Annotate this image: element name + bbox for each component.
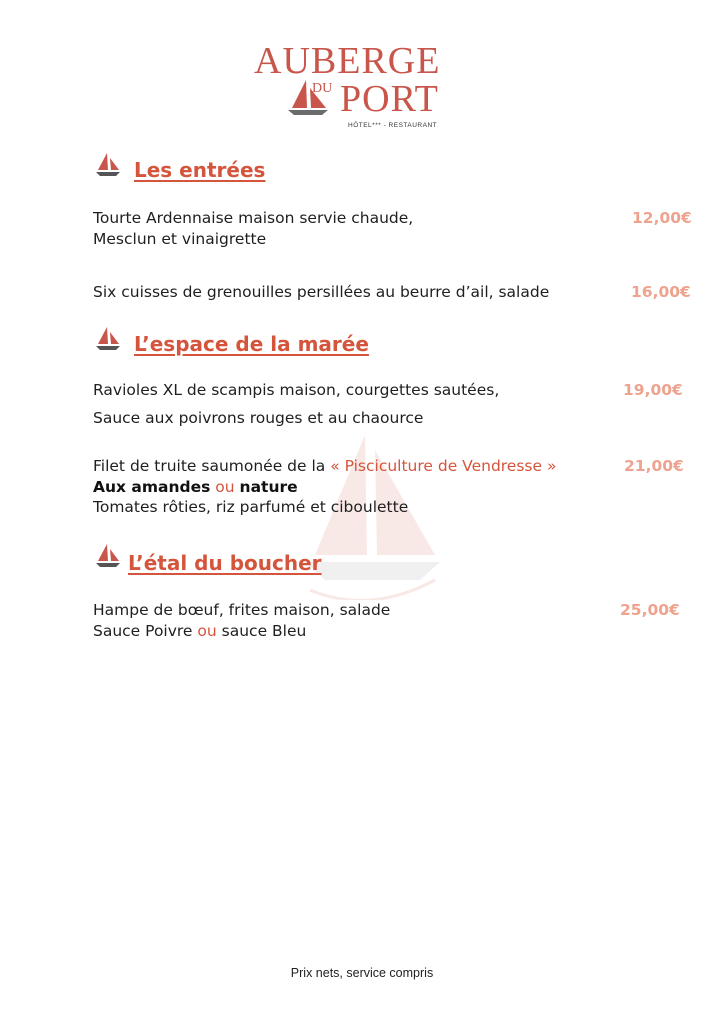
section-title-entrees: Les entrées [134, 158, 266, 182]
logo-tagline: HÔTEL*** - RESTAURANT [348, 122, 438, 129]
brand-logo [248, 40, 458, 135]
option-b: sauce Bleu [216, 622, 307, 640]
option-or: ou [210, 478, 240, 496]
menu-item-options [93, 621, 306, 641]
menu-item-line: Sauce aux poivrons rouges et au chaource [93, 409, 424, 427]
menu-item-price: 16,00€ [631, 283, 691, 301]
menu-item-line: Tourte Ardennaise maison servie chaude, [93, 209, 414, 227]
menu-item-line: Ravioles XL de scampis maison, courgettes sautées, [93, 381, 500, 399]
menu-item-price: 25,00€ [620, 601, 680, 619]
logo-title-port: PORT [340, 78, 439, 120]
option-b: nature [239, 478, 298, 496]
section-title-maree: L’espace de la marée [134, 332, 369, 356]
menu-item-price: 21,00€ [624, 457, 684, 475]
menu-item-line: Mesclun et vinaigrette [93, 230, 267, 248]
option-a: Sauce Poivre [93, 622, 198, 640]
menu-item-price: 19,00€ [623, 381, 683, 399]
producer-highlight: « Pisciculture de Vendresse » [330, 457, 557, 475]
menu-item-line: Hampe de bœuf, frites maison, salade [93, 601, 391, 619]
menu-item-line [93, 456, 556, 476]
menu-item-options [93, 477, 298, 497]
menu-item-text: Filet de truite saumonée de la [93, 457, 331, 475]
option-or: ou [197, 622, 217, 640]
menu-item-line: Tomates rôties, riz parfumé et ciboulette [93, 498, 409, 516]
sailboat-icon [95, 326, 121, 352]
sailboat-icon [95, 543, 121, 569]
section-title-boucher: L’étal du boucher [128, 551, 322, 575]
menu-item-line: Six cuisses de grenouilles persillées au beurre d’ail, salade [93, 283, 550, 301]
footer-note: Prix nets, service compris [290, 966, 434, 980]
logo-du: DU [312, 81, 333, 96]
sailboat-icon [95, 152, 121, 178]
logo-title-auberge: AUBERGE [254, 40, 441, 82]
menu-item-price: 12,00€ [632, 209, 692, 227]
option-a: Aux amandes [93, 478, 211, 496]
